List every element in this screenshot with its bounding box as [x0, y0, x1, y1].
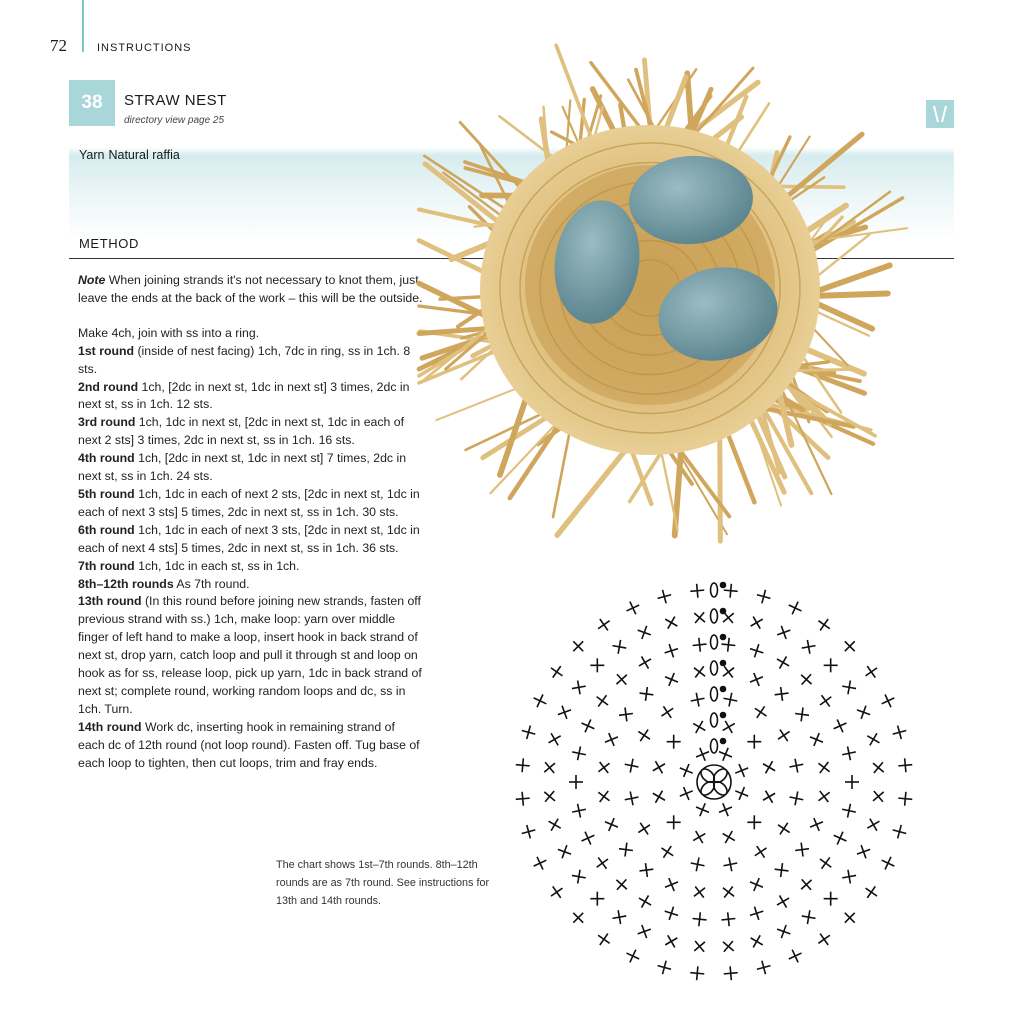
round-label: 8th–12th rounds [78, 576, 174, 591]
intro-step: Make 4ch, join with ss into a ring. [78, 325, 260, 340]
round-label: 7th round [78, 558, 135, 573]
round-text: 1ch, [2dc in next st, 1dc in next st] 3 times, 2dc in next st, ss in 1ch. 12 sts. [78, 379, 410, 412]
crochet-symbol-chart [508, 578, 920, 990]
round-label: 14th round [78, 719, 142, 734]
note-text: When joining strands it's not necessary to knot them, just leave the ends at the back of the work – this will be the outside. [78, 273, 423, 305]
round-step [78, 593, 423, 718]
round-text: As 7th round. [173, 576, 250, 591]
round-text: 1ch, 1dc in each of next 2 sts, [2dc in next st, 1dc in each of next 3 sts] 5 times, 2dc in next st, ss in 1ch. 30 sts. [78, 486, 420, 519]
round-step [78, 719, 423, 773]
round-label: 5th round [78, 486, 135, 501]
round-step [78, 486, 423, 522]
rounds-list [78, 343, 423, 773]
round-step [78, 414, 423, 450]
note-paragraph [78, 272, 423, 308]
round-text: Work dc, inserting hook in remaining strand of each dc of 12th round (not loop round). Fasten off. Tug base of each loop to tighten, then cut loops, trim and fray ends. [78, 719, 420, 770]
round-label: 2nd round [78, 379, 139, 394]
page-number: 72 [50, 36, 67, 55]
round-label: 6th round [78, 522, 135, 537]
yarn-label: Yarn [79, 148, 105, 162]
nest-photo [415, 0, 995, 560]
chart-caption: The chart shows 1st–7th rounds. 8th–12th rounds are as 7th round. See instructions for 13th and 14th rounds. [276, 859, 490, 907]
round-step [78, 558, 423, 576]
round-step [78, 522, 423, 558]
round-text: 1ch, [2dc in next st, 1dc in next st] 7 times, 2dc in next st, ss in 1ch. 24 sts. [78, 451, 407, 484]
round-label: 13th round [78, 594, 142, 609]
round-label: 4th round [78, 451, 135, 466]
yarn-info [79, 148, 180, 162]
round-text: 1ch, 1dc in each st, ss in 1ch. [134, 558, 300, 573]
round-step [78, 576, 423, 594]
round-label: 3rd round [78, 415, 136, 430]
round-text: 1ch, 1dc in each of next 3 sts, [2dc in next st, 1dc in each of next 4 sts] 5 times, 2dc in next st, ss in 1ch. 36 sts. [78, 522, 420, 555]
instructions-text [78, 272, 423, 772]
note-label: Note [78, 273, 106, 287]
round-label: 1st round [78, 343, 135, 358]
pattern-title: STRAW NEST [124, 92, 227, 109]
section-label: INSTRUCTIONS [97, 42, 192, 54]
directory-reference: directory view page 25 [124, 115, 225, 126]
yarn-value: Natural raffia [108, 148, 180, 162]
round-step [78, 343, 423, 379]
round-step [78, 450, 423, 486]
round-text: 1ch, 1dc in next st, [2dc in next st, 1dc in each of next 2 sts] 3 times, 2dc in next st, ss in 1ch. 16 sts. [78, 415, 405, 448]
round-text: (inside of nest facing) 1ch, 7dc in ring, ss in 1ch. 8 sts. [78, 343, 411, 376]
round-text: (In this round before joining new strands, fasten off previous strand with ss.) 1ch, make loop: yarn over middle finger of left hand to make a loop, insert hook in back strand of next st, drop yarn, catch loop and pull it through st and loop on hook as for ss, release loop, pick up yarn, 1dc in back strand of next st; complete round, working random loops and dc, ss in 1ch. Turn. [78, 594, 422, 716]
method-heading: METHOD [79, 236, 139, 251]
header-accent-rule [82, 0, 84, 52]
round-step [78, 379, 423, 415]
pattern-number-badge: 38 [69, 80, 115, 126]
